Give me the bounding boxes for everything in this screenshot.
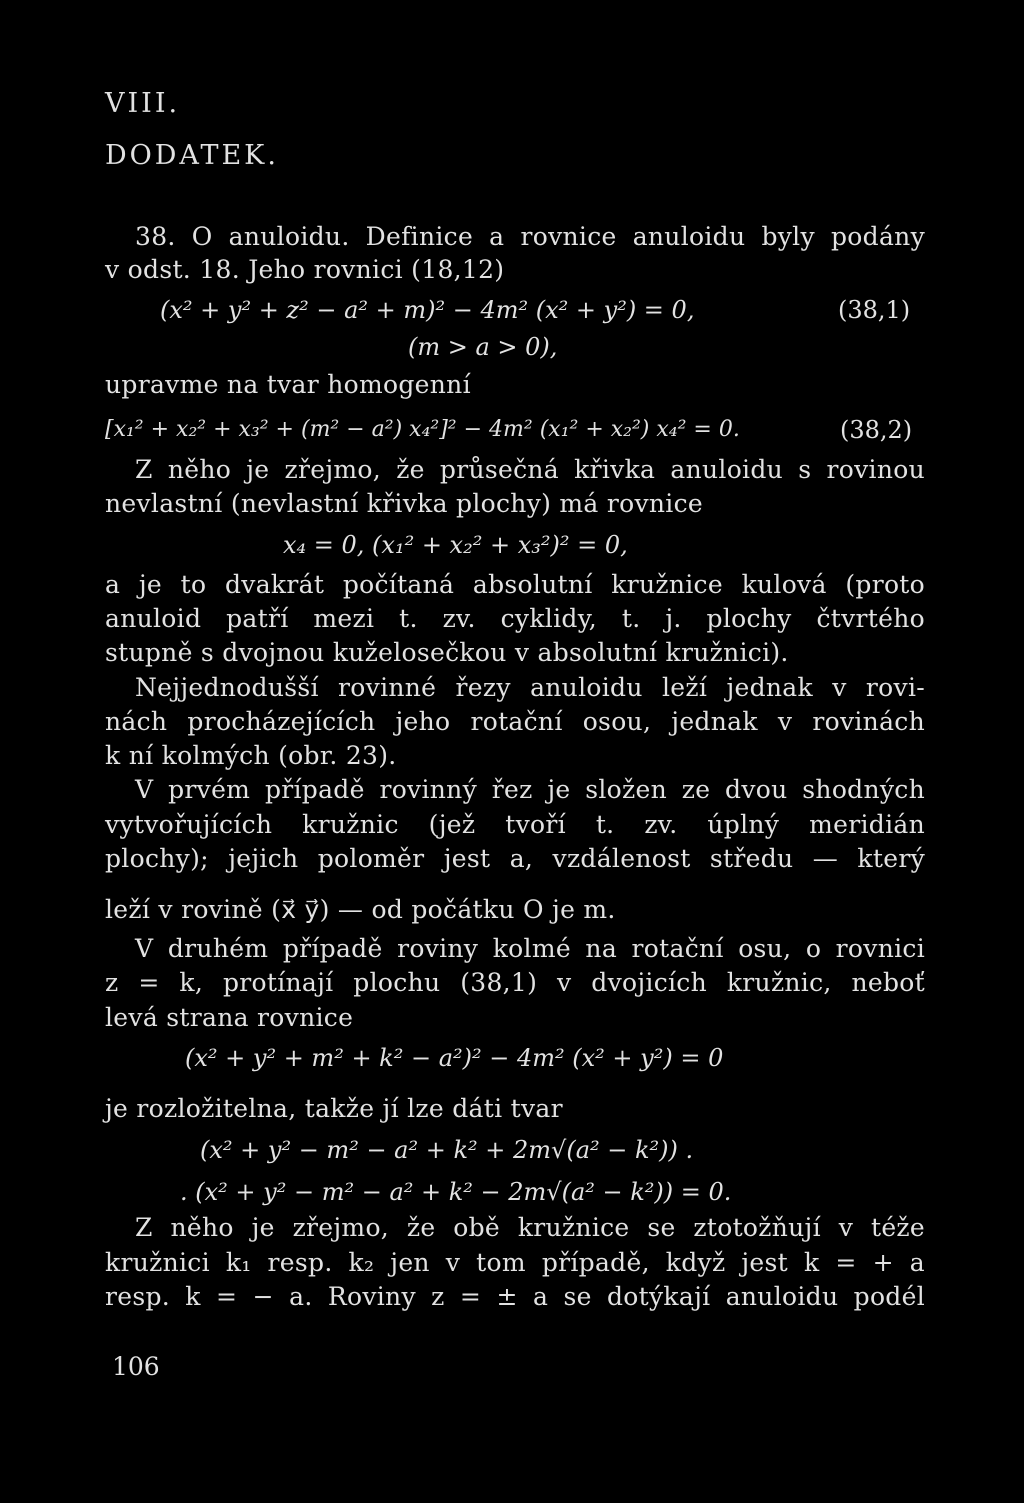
text-line-18: levá strana rovnice bbox=[105, 1003, 354, 1032]
text-line-11: k ní kolmých (obr. 23). bbox=[105, 741, 397, 770]
equation-factor-2: . (x² + y² − m² − a² + k² − 2m√(a² − k²)) = 0. bbox=[180, 1178, 732, 1206]
text-line-3: upravme na tvar homogenní bbox=[105, 370, 471, 399]
chapter-number: VIII. bbox=[105, 88, 181, 119]
equation-label-38-2: (38,2) bbox=[840, 416, 913, 444]
text-line-7: anuloid patří mezi t. zv. cyklidy, t. j. plochy čtvrtého bbox=[105, 604, 925, 633]
text-line-2: v odst. 18. Jeho rovnici (18,12) bbox=[105, 255, 505, 284]
chapter-heading: DODATEK. bbox=[105, 140, 279, 171]
text-line-20: Z něho je zřejmo, že obě kružnice se ztotožňují v téže bbox=[135, 1213, 925, 1242]
text-line-19: je rozložitelna, takže jí lze dáti tvar bbox=[105, 1094, 563, 1123]
text-line-22: resp. k = − a. Roviny z = ± a se dotýkají anuloidu podél bbox=[105, 1282, 925, 1311]
text-line-4: Z něho je zřejmo, že průsečná křivka anuloidu s rovinou bbox=[135, 455, 925, 484]
text-line-8: stupně s dvojnou kuželosečkou v absolutní kružnici). bbox=[105, 638, 789, 667]
text-line-13: vytvořujících kružnic (jež tvoří t. zv. úplný meridián bbox=[105, 810, 925, 839]
equation-38-1: (x² + y² + z² − a² + m)² − 4m² (x² + y²) = 0, bbox=[160, 296, 695, 324]
page-number: 106 bbox=[112, 1352, 160, 1381]
text-line-10: nách procházejících jeho rotační osou, jednak v rovinách bbox=[105, 707, 925, 736]
equation-factor-1: (x² + y² − m² − a² + k² + 2m√(a² − k²)) . bbox=[200, 1136, 694, 1164]
text-line-1: 38. O anuloidu. Definice a rovnice anuloidu byly podány bbox=[135, 222, 925, 251]
text-line-9: Nejjednodušší rovinné řezy anuloidu leží jednak v rovi- bbox=[135, 673, 925, 702]
text-line-6: a je to dvakrát počítaná absolutní kružnice kulová (proto bbox=[105, 570, 925, 599]
text-line-14: plochy); jejich poloměr jest a, vzdálenost středu — který bbox=[105, 844, 925, 873]
text-line-5: nevlastní (nevlastní křivka plochy) má rovnice bbox=[105, 489, 704, 518]
text-line-17: z = k, protínají plochu (38,1) v dvojicích kružnic, neboť bbox=[105, 968, 925, 997]
text-line-21: kružnici k₁ resp. k₂ jen v tom případě, když jest k = + a bbox=[105, 1248, 925, 1277]
text-line-12: V prvém případě rovinný řez je složen ze dvou shodných bbox=[135, 775, 925, 804]
equation-condition: (m > a > 0), bbox=[408, 333, 558, 361]
text-line-16: V druhém případě roviny kolmé na rotační osu, o rovnici bbox=[135, 934, 925, 963]
equation-absolute-conic: x₄ = 0, (x₁² + x₂² + x₃²)² = 0, bbox=[283, 531, 628, 559]
text-line-15: leží v rovině (x⃗ y⃗) — od počátku O je m. bbox=[105, 895, 616, 924]
equation-level-section: (x² + y² + m² + k² − a²)² − 4m² (x² + y²) = 0 bbox=[185, 1044, 724, 1072]
equation-label-38-1: (38,1) bbox=[838, 296, 911, 324]
equation-38-2: [x₁² + x₂² + x₃² + (m² − a²) x₄²]² − 4m² (x₁² + x₂²) x₄² = 0. bbox=[105, 417, 740, 442]
